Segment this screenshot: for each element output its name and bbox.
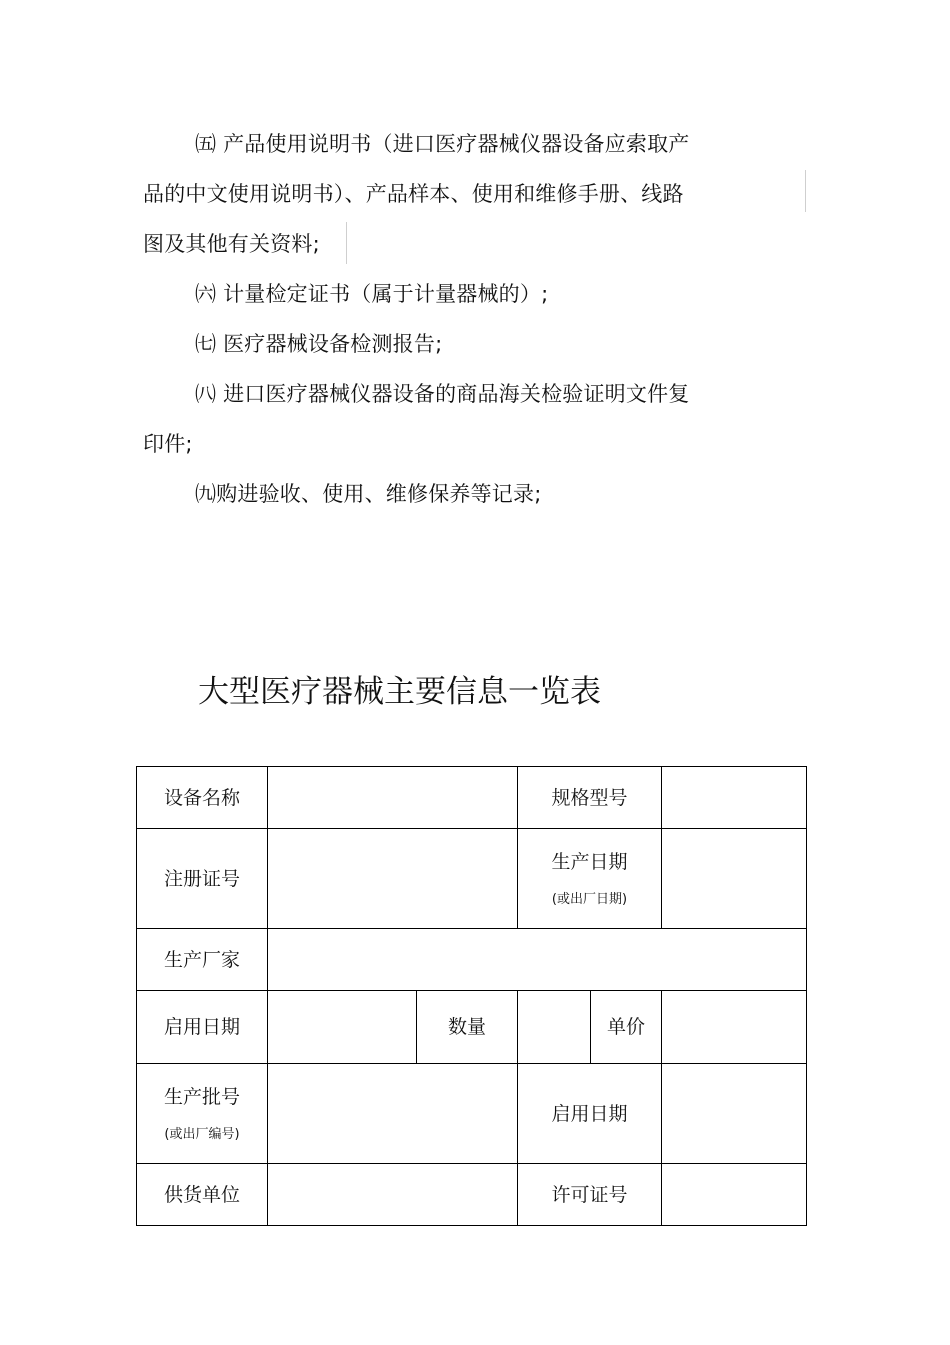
production-date-text: 生产日期	[551, 850, 628, 873]
item-8-line-1: ㈧ 进口医疗器械仪器设备的商品海关检验证明文件复	[195, 382, 690, 406]
label-spec-model: 规格型号	[518, 767, 662, 829]
value-device-name[interactable]	[268, 767, 518, 829]
item-5-line-3: 图及其他有关资料;	[143, 232, 320, 256]
item-8-line-2: 印件;	[143, 432, 193, 456]
batch-no-note: (或出厂编号)	[164, 1126, 240, 1142]
table-row	[137, 767, 807, 829]
table-row	[137, 929, 807, 991]
margin-rule-left	[346, 222, 347, 264]
item-6: ㈥ 计量检定证书（属于计量器械的）;	[195, 282, 549, 306]
item-5-line-1: ㈤ 产品使用说明书（进口医疗器械仪器设备应索取产	[195, 132, 690, 156]
value-license-no[interactable]	[662, 1164, 807, 1226]
device-info-table	[136, 766, 807, 1226]
margin-rule-right	[805, 170, 806, 212]
label-quantity: 数量	[417, 991, 518, 1064]
label-start-date: 启用日期	[137, 991, 268, 1064]
production-date-note: (或出厂日期)	[551, 891, 628, 907]
value-unit-price[interactable]	[662, 991, 807, 1064]
item-9: ㈨购进验收、使用、维修保养等记录;	[195, 482, 542, 506]
label-device-name: 设备名称	[137, 767, 268, 829]
item-7: ㈦ 医疗器械设备检测报告;	[195, 332, 443, 356]
value-quantity[interactable]	[518, 991, 591, 1064]
value-start-date[interactable]	[268, 991, 417, 1064]
batch-no-text: 生产批号	[163, 1085, 240, 1108]
label-manufacturer: 生产厂家	[137, 929, 268, 991]
value-spec-model[interactable]	[662, 767, 807, 829]
value-production-date[interactable]	[662, 829, 807, 929]
label-production-date	[518, 829, 662, 929]
label-license-no: 许可证号	[518, 1164, 662, 1226]
value-start-date-2[interactable]	[662, 1064, 807, 1164]
value-manufacturer[interactable]	[268, 929, 807, 991]
table-row	[137, 829, 807, 929]
label-start-date-2: 启用日期	[518, 1064, 662, 1164]
label-batch-no	[137, 1064, 268, 1164]
document-title: 大型医疗器械主要信息一览表	[198, 674, 601, 710]
label-unit-price: 单价	[591, 991, 662, 1064]
value-batch-no[interactable]	[268, 1064, 518, 1164]
value-supplier[interactable]	[268, 1164, 518, 1226]
table-row	[137, 1164, 807, 1226]
item-5-line-2: 品的中文使用说明书）、产品样本、使用和维修手册、线路	[143, 182, 684, 206]
value-registration-no[interactable]	[268, 829, 518, 929]
label-supplier: 供货单位	[137, 1164, 268, 1226]
table-row	[137, 991, 807, 1064]
label-registration-no: 注册证号	[137, 829, 268, 929]
table-row	[137, 1064, 807, 1164]
